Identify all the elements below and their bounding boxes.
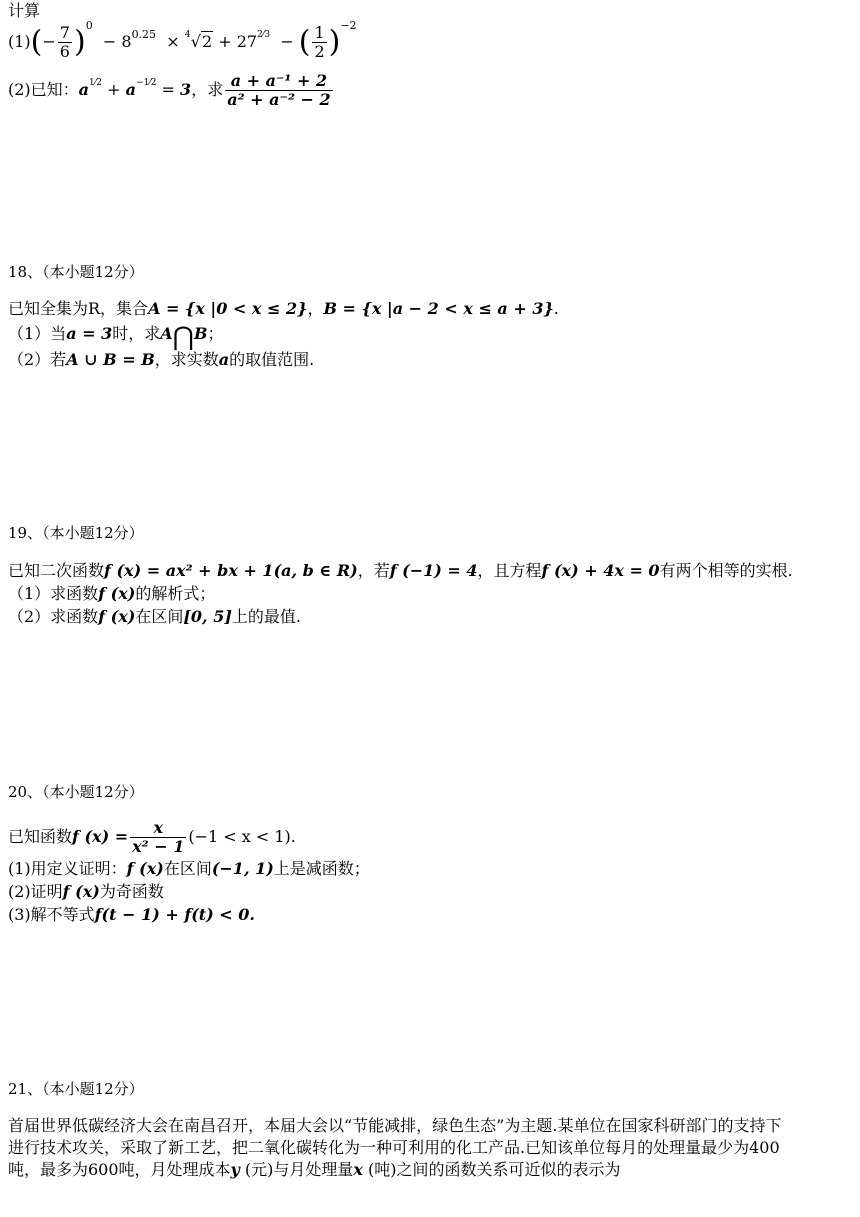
q18-part2 <box>8 349 848 371</box>
denominator: 6 <box>59 42 70 61</box>
condition: A ∪ B = B <box>66 350 155 369</box>
q19-heading: 19、（本小题12分） <box>8 524 144 542</box>
stem-text: ，且方程 <box>477 561 542 580</box>
part-prefix: (2)证明 <box>8 882 63 901</box>
q19-part1 <box>8 583 848 605</box>
part-prefix: （2）求函数 <box>8 607 99 626</box>
q19-stem <box>8 560 848 582</box>
set-b: B = {x |a − 2 < x ≤ a + 3} <box>323 299 554 318</box>
denominator: x² − 1 <box>132 837 185 856</box>
exponent-quarter: 0.25 <box>131 28 157 41</box>
root-index: 4 <box>184 30 191 40</box>
q21-line-3 <box>8 1159 848 1181</box>
equation: f (x) + 4x = 0 <box>541 561 660 580</box>
q18-part1 <box>8 322 848 352</box>
part-prefix: (3)解不等式 <box>8 905 95 924</box>
part-end: 的取值范围. <box>229 350 315 369</box>
q20-part2 <box>8 881 848 903</box>
base-eight: 8 <box>121 32 132 51</box>
stem-text: 已知全集为R，集合 <box>8 299 149 318</box>
fraction-seven-sixths <box>58 24 72 61</box>
part-end: 为奇函数 <box>99 882 164 901</box>
variable-x: x <box>353 1160 363 1179</box>
q20-part1 <box>8 858 848 880</box>
q18-stem <box>8 298 848 320</box>
part-label: (1) <box>8 32 31 51</box>
interval: [0, 5] <box>183 607 232 626</box>
inequality: f(t − 1) + f(t) < 0. <box>94 905 255 924</box>
part-prefix: (1)用定义证明： <box>8 859 127 878</box>
part-prefix: （2）若 <box>8 350 67 369</box>
numerator: a + a⁻¹ + 2 <box>225 72 332 91</box>
variable-y: y <box>230 1160 240 1179</box>
function-def: f (x) = ax² + bx + 1(a, b ∈ R) <box>104 561 358 580</box>
denominator: 2 <box>314 42 325 61</box>
q20-part3 <box>8 904 848 926</box>
domain: (−1 < x < 1). <box>188 827 296 846</box>
part-mid: ，求实数 <box>154 350 219 369</box>
intersection-symbol: ⋂ <box>172 322 194 352</box>
stem-text: 已知函数 <box>8 827 73 846</box>
exp-num: 2 <box>257 30 263 40</box>
function-ref: f (x) <box>126 859 164 878</box>
condition: f (−1) = 4 <box>389 561 478 580</box>
fraction-one-half <box>312 24 326 61</box>
fourth-root: 4 √2 <box>185 22 213 62</box>
set-b-ref: B <box>194 324 208 343</box>
function-ref: f (x) <box>98 607 136 626</box>
function-ref: f (x) <box>98 584 136 603</box>
stem-end: . <box>553 299 559 318</box>
part-prefix: （1）求函数 <box>8 584 99 603</box>
interval: (−1, 1) <box>211 859 274 878</box>
numerator: x <box>130 819 186 838</box>
set-a-ref: A <box>160 324 173 343</box>
condition: a = 3 <box>66 324 113 343</box>
part-mid: 在区间 <box>135 607 184 626</box>
exponent-zero: 0 <box>85 19 93 32</box>
text-segment: 吨，最多为600吨，月处理成本 <box>8 1160 231 1179</box>
text-segment: (吨)之间的函数关系可近似的表示为 <box>362 1160 621 1179</box>
q20-stem <box>8 815 848 859</box>
q21-heading: 21、（本小题12分） <box>8 1080 144 1098</box>
expression-fraction <box>225 72 332 109</box>
q18-heading: 18、（本小题12分） <box>8 263 144 281</box>
stem-text: 有两个相等的实根. <box>659 561 793 580</box>
denominator: a² + a⁻² − 2 <box>227 90 331 109</box>
part-end: 上的最值. <box>231 607 301 626</box>
q21-line-1: 首届世界低碳经济大会在南昌召开，本届大会以“节能减排，绿色生态”为主题.某单位在国家科研部门的支持下 <box>8 1116 782 1135</box>
part-mid: 时，求 <box>112 324 161 343</box>
function-lhs: f (x) = <box>72 827 129 846</box>
numerator: 1 <box>314 23 325 42</box>
part-label: (2)已知： <box>8 80 79 99</box>
stem-text: ，若 <box>357 561 390 580</box>
variable-a: a <box>218 350 230 369</box>
text-segment: (元)与月处理量 <box>239 1160 354 1179</box>
exp-den: 3 <box>264 30 271 40</box>
part-prefix: （1）当 <box>8 324 67 343</box>
problem-17-1: (1)(− $\frac{7}{6}$ )$^0 - 8^{0.25}$ × 4 $√2 + 27^{2⁄3}$ − ( $\frac{1}{2}$ )$^{-2}$ <box>8 22 357 62</box>
part-end: ； <box>207 324 224 343</box>
problem-17-2: (2)已知：$a^{1⁄2} + a^{-1⁄2} = 3$，求 $\frac{\text{a + a⁻¹ + 2}}{\text{a² + a⁻² − 2}}$ <box>8 71 331 109</box>
base-twenty-seven: 27 <box>236 32 258 51</box>
stem-text: 已知二次函数 <box>8 561 105 580</box>
set-a: A = {x |0 < x ≤ 2} <box>148 299 308 318</box>
function-ref: f (x) <box>62 882 100 901</box>
q21-line-2: 进行技术攻关，采取了新工艺，把二氧化碳转化为一种可利用的化工产品.已知该单位每月的处理量最少为400 <box>8 1138 780 1157</box>
ask-text: ，求 <box>191 80 224 99</box>
exponent-negative-two: −2 <box>340 19 357 32</box>
radicand: 2 <box>201 32 213 51</box>
function-fraction <box>130 819 186 856</box>
part-end: 上是减函数； <box>273 859 370 878</box>
calc-title: 计算 <box>8 1 41 20</box>
q20-heading: 20、（本小题12分） <box>8 783 144 801</box>
separator: ， <box>307 299 324 318</box>
part-mid: 在区间 <box>163 859 212 878</box>
q19-part2 <box>8 606 848 628</box>
part-end: 的解析式； <box>135 584 216 603</box>
numerator: 7 <box>59 23 70 42</box>
